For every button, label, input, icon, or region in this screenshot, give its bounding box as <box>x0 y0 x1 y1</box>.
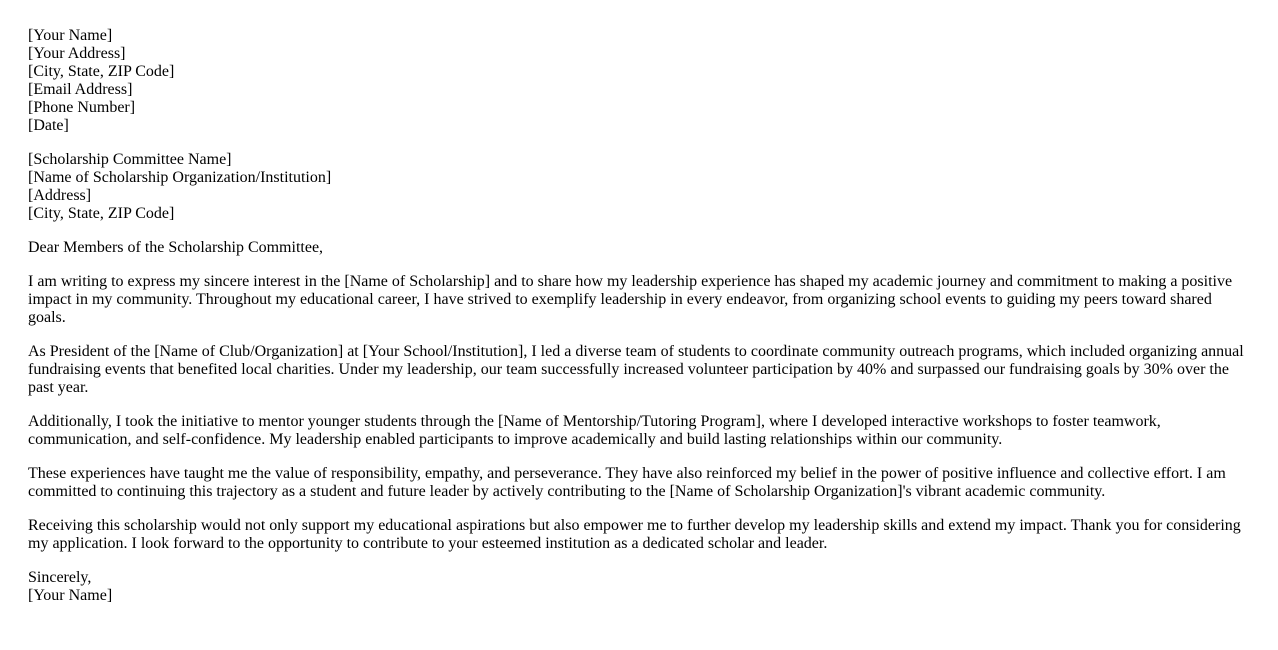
closing-signoff: Sincerely, <box>28 569 92 586</box>
closing-block <box>28 569 1248 605</box>
sender-address: [Your Address] <box>28 45 126 62</box>
sender-block <box>28 27 1248 135</box>
body-paragraph-intro: I am writing to express my sincere interest in the [Name of Scholarship] and to share how my leadership experience has shaped my academic journey and commitment to making a positive impact in my community. Throughout my educational career, I have strived to exemplify leadership in every endeavor, from organizing school events to guiding my peers toward shared goals. <box>28 273 1233 326</box>
body-paragraph-mentorship: Additionally, I took the initiative to mentor younger students through the [Name of Mentorship/Tutoring Program], where I developed interactive workshops to foster teamwork, communication, and self-confidence. My leadership enabled participants to improve academically and build lasting relationships within our community. <box>28 413 1161 448</box>
recipient-block <box>28 151 1248 223</box>
sender-city-state-zip: [City, State, ZIP Code] <box>28 63 175 80</box>
recipient-address: [Address] <box>28 187 92 204</box>
salutation: Dear Members of the Scholarship Committee, <box>28 239 324 256</box>
body-paragraph-president-experience: As President of the [Name of Club/Organization] at [Your School/Institution], I led a diverse team of students to coordinate community outreach programs, which included organizing annual fundraising events that benefited local charities. Under my leadership, our team successfully increased volunteer participation by 40% and surpassed our fundraising goals by 30% over the past year. <box>28 343 1244 396</box>
recipient-organization: [Name of Scholarship Organization/Institution] <box>28 169 332 186</box>
letter-date: [Date] <box>28 117 69 134</box>
body-paragraph-thanks: Receiving this scholarship would not only support my educational aspirations but also empower me to further develop my leadership skills and extend my impact. Thank you for considering my application. I look forward to the opportunity to contribute to your esteemed institution as a dedicated scholar and leader. <box>28 517 1241 552</box>
recipient-committee-name: [Scholarship Committee Name] <box>28 151 232 168</box>
sender-email: [Email Address] <box>28 81 133 98</box>
recipient-city-state-zip: [City, State, ZIP Code] <box>28 205 175 222</box>
sender-phone: [Phone Number] <box>28 99 136 116</box>
body-paragraph-values: These experiences have taught me the value of responsibility, empathy, and perseverance. They have also reinforced my belief in the power of positive influence and collective effort. I am committed to continuing this trajectory as a student and future leader by actively contributing to the [Name of Scholarship Organization]'s vibrant academic community. <box>28 465 1226 500</box>
sender-name: [Your Name] <box>28 27 113 44</box>
closing-signature-name: [Your Name] <box>28 587 113 604</box>
